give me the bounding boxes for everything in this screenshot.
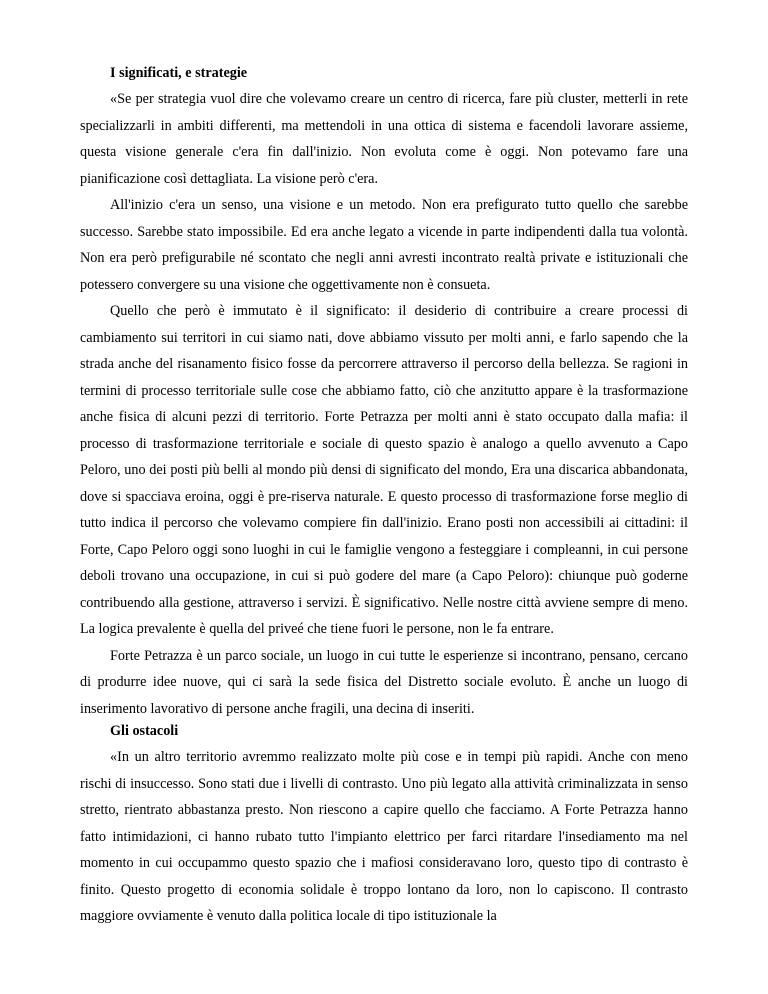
section-significati: [80, 60, 688, 722]
section-heading: I significati, e strategie: [110, 65, 248, 81]
paragraph: All'inizio c'era un senso, una visione e un metodo. Non era prefigurato tutto quello che sarebbe successo. Sarebbe stato impossibile. Ed era anche legato a vicende in parte indipendenti dalla tua volontà. Non era però prefigurabile né scontato che negli anni avresti incontrato realtà private e istituzionali che potessero convergere su una visione che oggettivamente non è consueta.: [80, 197, 688, 293]
paragraph: «Se per strategia vuol dire che volevamo creare un centro di ricerca, fare più cluster, metterli in rete specializzarli in ambiti differenti, ma mettendoli in una ottica di sistema e facendoli lavorare assieme, questa visione generale c'era fin dall'inizio. Non evoluta come è oggi. Non potevamo fare una pianificazione così dettagliata. La visione però c'era.: [80, 91, 688, 187]
section-heading: Gli ostacoli: [110, 723, 179, 739]
paragraph: Quello che però è immutato è il significato: il desiderio di contribuire a creare processi di cambiamento sui territori in cui siamo nati, dove abbiamo vissuto per molti anni, e farlo sapendo che la strada anche del risanamento fisico fosse da percorrere attraverso il percorso della bellezza. Se ragioni in termini di processo territoriale sulle cose che abbiamo fatto, ciò che anzitutto appare è la trasformazione anche fisica di alcuni pezzi di territorio. Forte Petrazza per molti anni è stato occupato dalla mafia: il processo di trasformazione territoriale e sociale di questo spazio è analogo a quello avvenuto a Capo Peloro, uno dei posti più belli al mondo più densi di significato del mondo, Era una discarica abbandonata, dove si spacciava eroina, oggi è pre-riserva naturale. E questo processo di trasformazione forse meglio di tutto indica il percorso che volevamo compiere fin dall'inizio. Erano posti non accessibili ai cittadini: il Forte, Capo Peloro oggi sono luoghi in cui le famiglie vengono a festeggiare i compleanni, in cui persone deboli trovano una occupazione, in cui si può godere del mare (a Capo Peloro): chiunque può goderne contribuendo alla gestione, attraverso i servizi. È significativo. Nelle nostre città avviene sempre di meno. La logica prevalente è quella del priveé che tiene fuori le persone, non le fa entrare.: [80, 303, 688, 637]
paragraph: «In un altro territorio avremmo realizzato molte più cose e in tempi più rapidi. Anche con meno rischi di insuccesso. Sono stati due i livelli di contrasto. Uno più legato alla attività criminalizzata in senso stretto, rientrato abbastanza presto. Non riescono a capire quello che facciamo. A Forte Petrazza hanno fatto intimidazioni, ci hanno rubato tutto l'impianto elettrico per farci ritardare l'insediamento ma nel momento in cui occupammo questo spazio che i mafiosi consideravano loro, questo tipo di contrasto è finito. Questo progetto di economia solidale è troppo lontano da loro, non lo capiscono. Il contrasto maggiore ovviamente è venuto dalla politica locale di tipo istituzionale la: [80, 749, 688, 924]
paragraph: Forte Petrazza è un parco sociale, un luogo in cui tutte le esperienze si incontrano, pensano, cercano di produrre idee nuove, qui ci sarà la sede fisica del Distretto sociale evoluto. È anche un luogo di inserimento lavorativo di persone anche fragili, una decina di inseriti.: [80, 647, 688, 717]
section-ostacoli: [80, 718, 688, 930]
